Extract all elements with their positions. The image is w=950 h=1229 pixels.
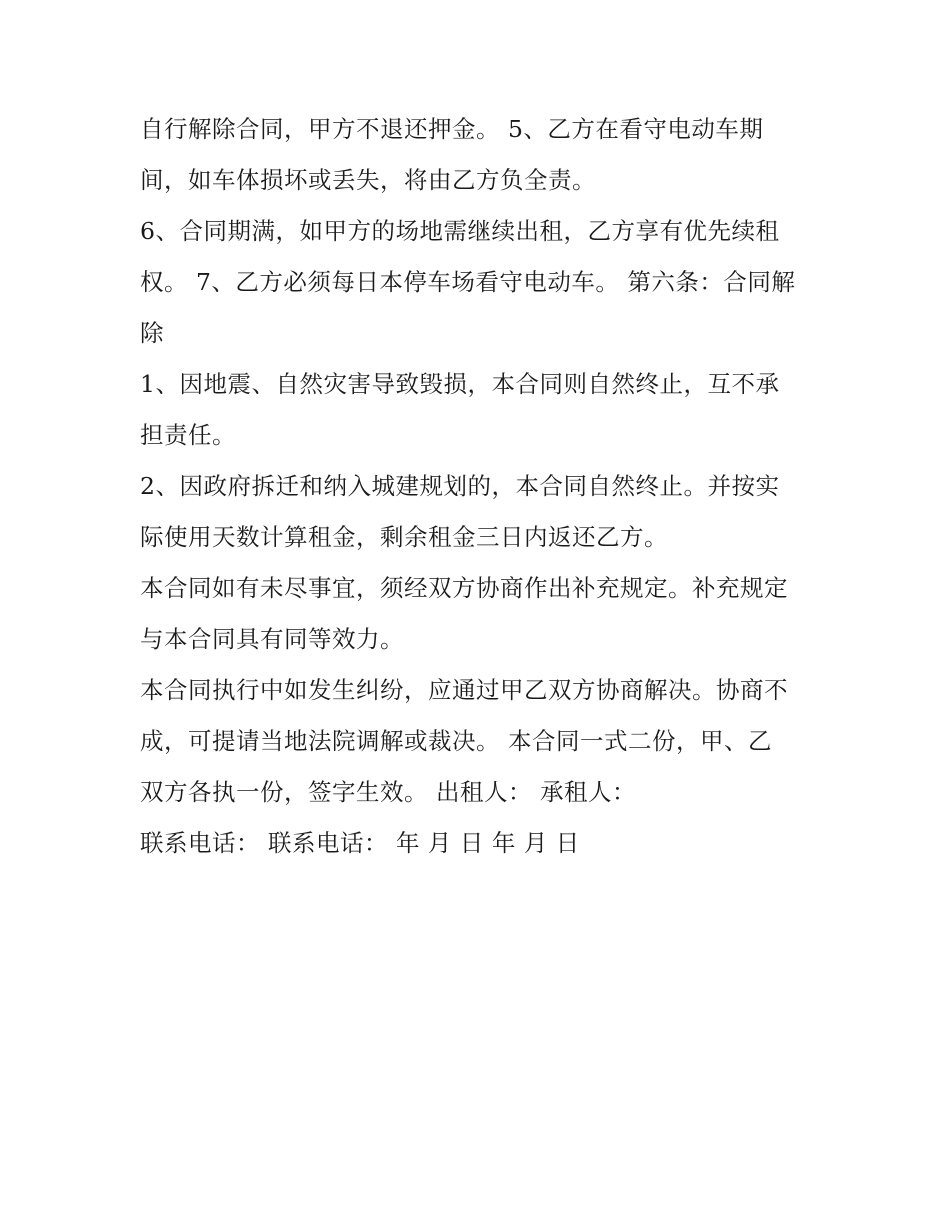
text-line: 成，可提请当地法院调解或裁决。 本合同一式二份，甲、乙 (140, 727, 772, 755)
text-line: 本合同执行中如发生纠纷，应通过甲乙双方协商解决。协商不 (140, 676, 788, 704)
text-line: 2、因政府拆迁和纳入城建规划的，本合同自然终止。并按实 (140, 472, 780, 500)
signature-line: 双方各执一份，签字生效。 出租人： 承租人： (140, 778, 636, 806)
text-line: 6、合同期满，如甲方的场地需继续出租，乙方享有优先续租 (140, 217, 780, 245)
text-line: 1、因地震、自然灾害导致毁损，本合同则自然终止，互不承 (140, 370, 780, 398)
text-line: 自行解除合同，甲方不退还押金。 5、乙方在看守电动车期 (140, 115, 764, 143)
text-line: 担责任。 (140, 421, 236, 449)
text-line: 权。 7、乙方必须每日本停车场看守电动车。 第六条：合同解 (140, 268, 796, 296)
text-line: 间，如车体损坏或丢失，将由乙方负全责。 (140, 166, 596, 194)
text-line: 除 (140, 319, 164, 347)
text-line: 际使用天数计算租金，剩余租金三日内返还乙方。 (140, 523, 668, 551)
text-line: 与本合同具有同等效力。 (140, 625, 404, 653)
text-line: 本合同如有未尽事宜，须经双方协商作出补充规定。补充规定 (140, 574, 788, 602)
contact-date-line: 联系电话： 联系电话： 年 月 日 年 月 日 (140, 829, 580, 857)
document-body (140, 104, 820, 869)
